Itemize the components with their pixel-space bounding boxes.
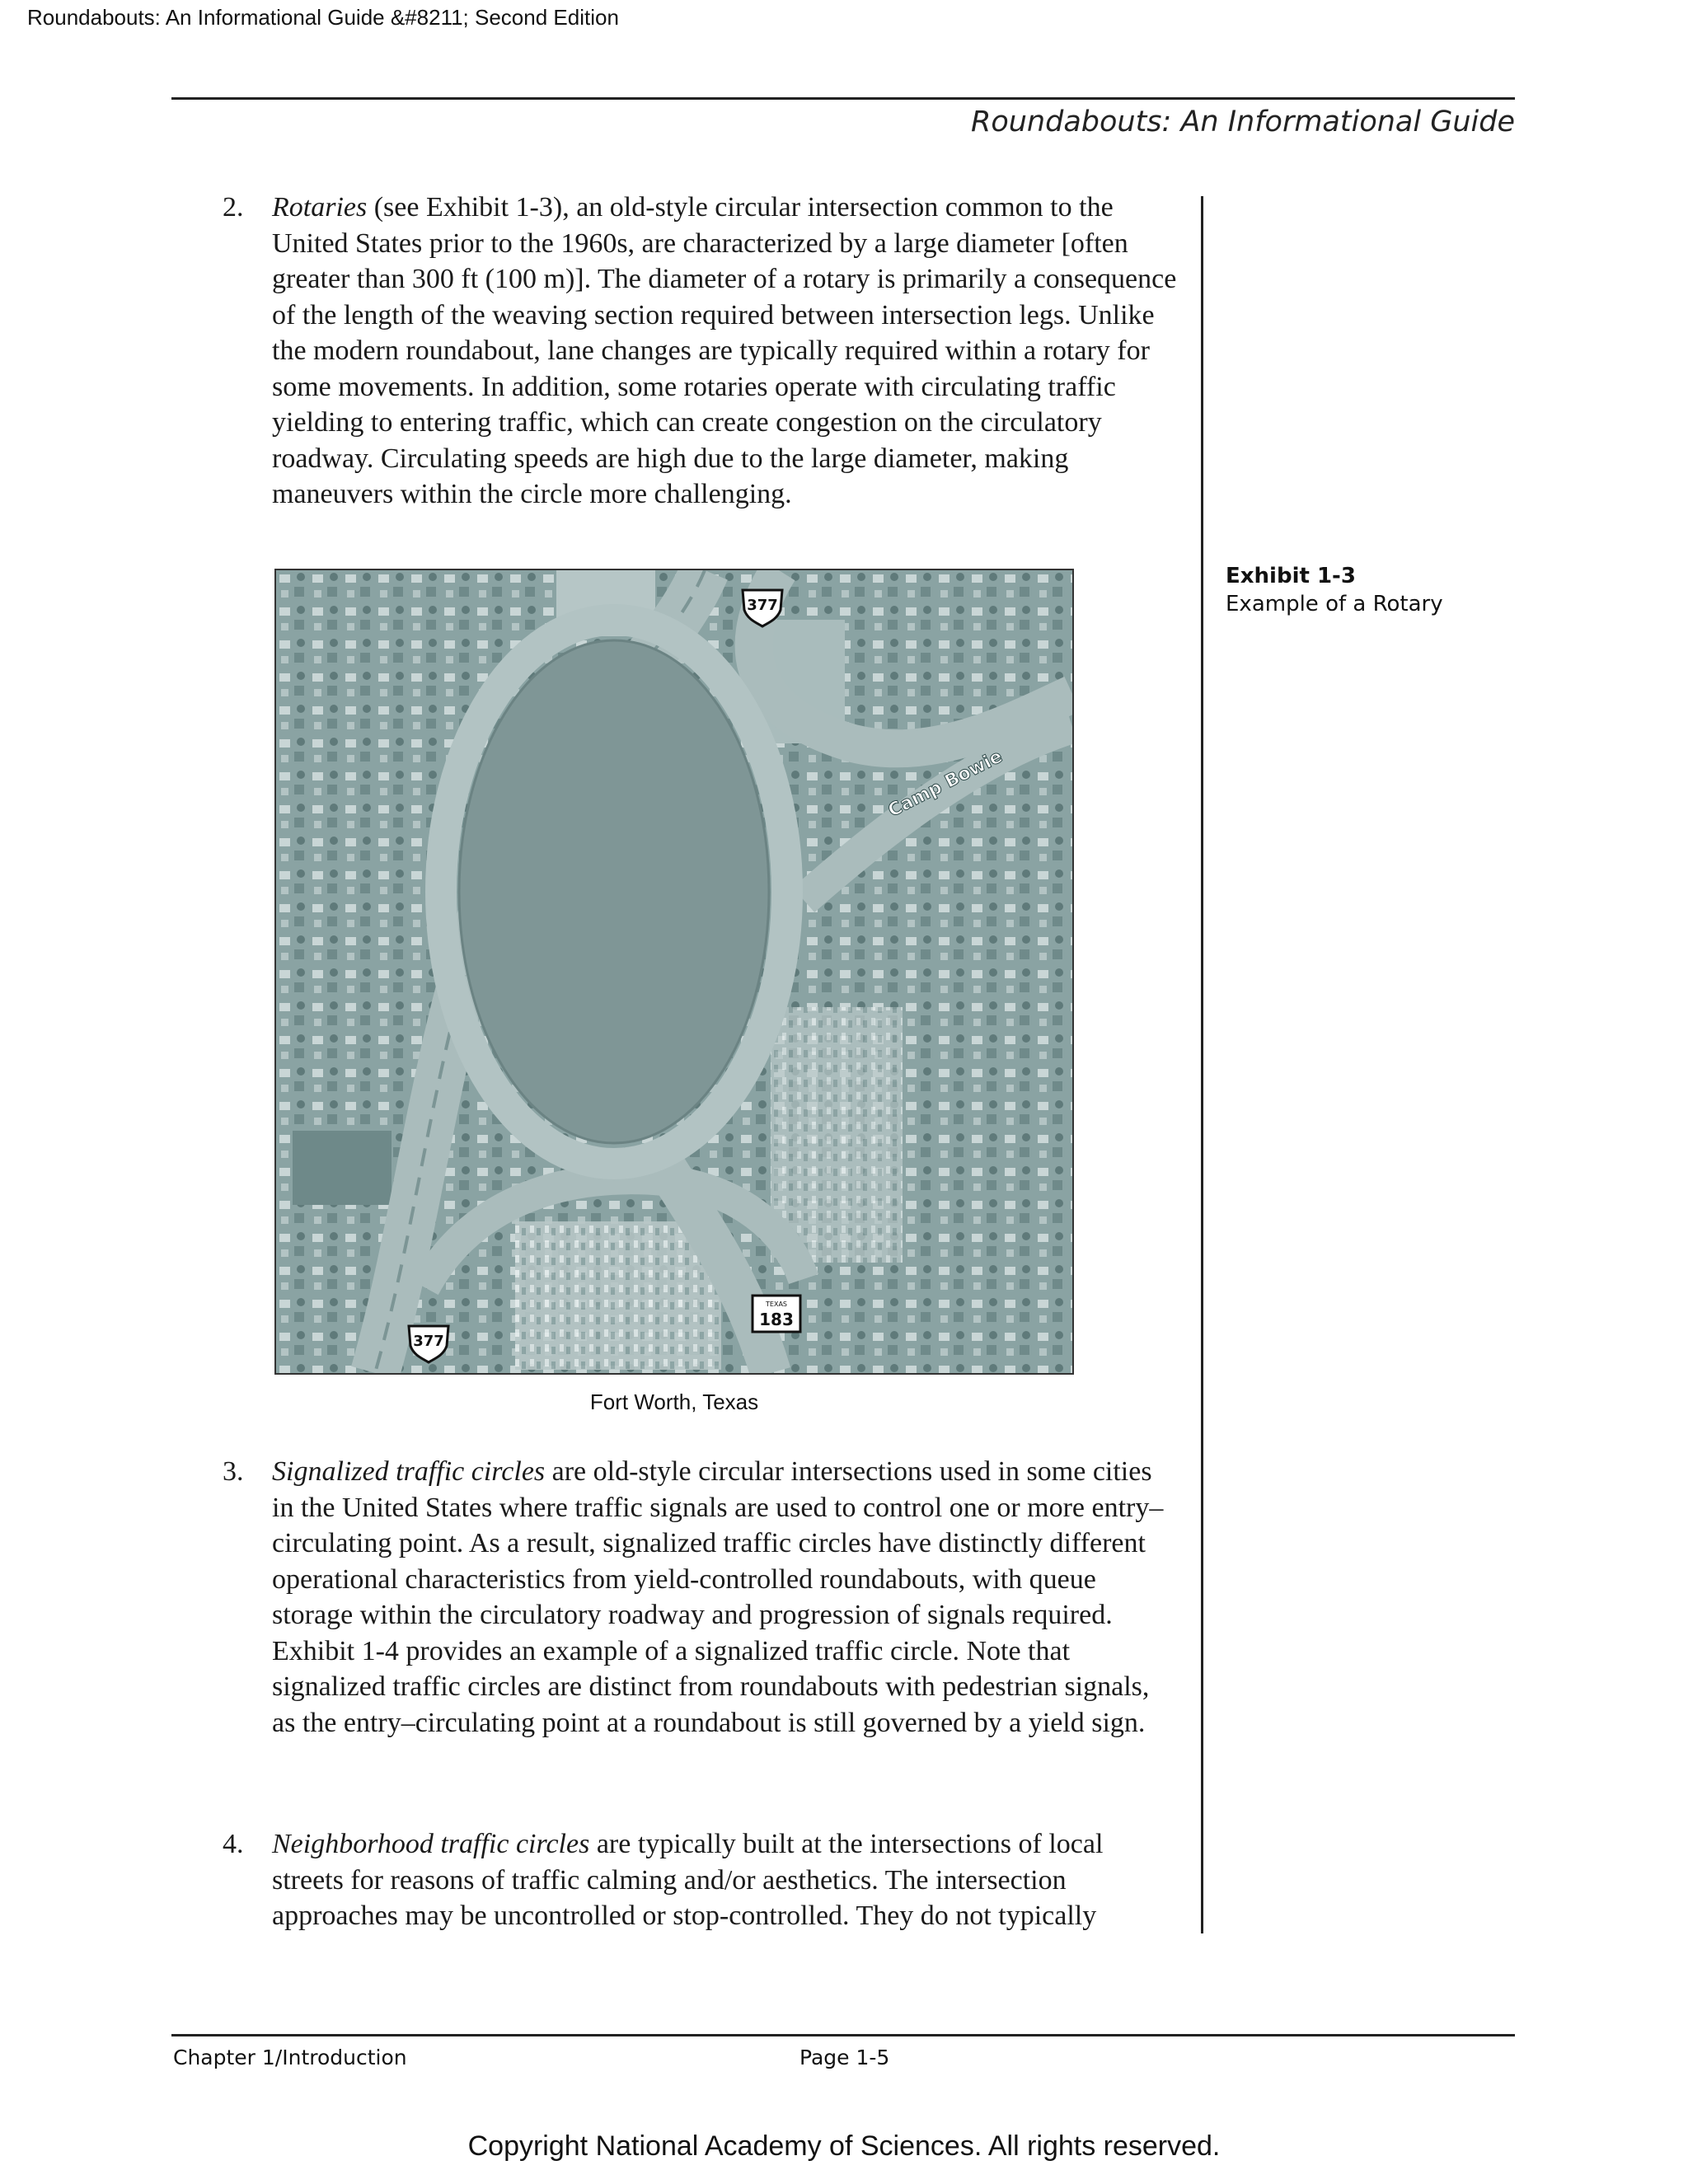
texas-183-shield	[753, 1296, 800, 1332]
list-item-neighborhood-circles	[223, 1826, 1179, 1934]
list-number: 3.	[223, 1456, 244, 1487]
list-text: are old-style circular intersections used in some cities in the United States where traffic signals are used to control one or more entry–circulating point. As a result, signalized traffic circles have distinctly different operational characteristics from yield-controlled roundabouts, with queue storage within the circulatory roadway and progression of signals required. Exhibit 1-4 provides an example of a signalized traffic circle. Note that signalized traffic circles are distinct from roundabouts with pedestrian signals, as the entry–circulating point at a roundabout is still governed by a yield sign.	[272, 1456, 1164, 1738]
list-term: Rotaries	[272, 192, 368, 223]
footer-rule	[171, 2034, 1515, 2036]
figure-caption: Fort Worth, Texas	[589, 1390, 759, 1414]
exhibit-title: Exhibit 1-3	[1226, 564, 1356, 588]
list-text: are typically built at the intersections of local streets for reasons of traffic calming and/or aesthetics. The intersection approaches may be uncontrolled or stop-controlled. They do not typically	[272, 1829, 1104, 1931]
exhibit-subtitle: Example of a Rotary	[1226, 592, 1443, 616]
list-number: 2.	[223, 192, 244, 223]
list-number: 4.	[223, 1829, 244, 1859]
rotary-aerial-photo	[274, 569, 1074, 1375]
footer-page-number: Page 1-5	[799, 2046, 890, 2069]
margin-divider	[1201, 196, 1203, 1933]
list-term: Neighborhood traffic circles	[272, 1829, 590, 1859]
header-rule	[171, 97, 1515, 100]
copyright-notice: Copyright National Academy of Sciences. All rights reserved.	[467, 2130, 1221, 2162]
running-head: Roundabouts: An Informational Guide	[971, 105, 1515, 138]
svg-text:TEXAS: TEXAS	[766, 1301, 787, 1308]
list-item-rotaries	[223, 190, 1179, 513]
document-banner: Roundabouts: An Informational Guide &#8211; Second Edition	[27, 5, 619, 30]
list-text: (see Exhibit 1-3), an old-style circular intersection common to the United States prior to the 1960s, are characterized by a large diameter [often greater than 300 ft (100 m)]. The diameter of a rotary is primarily a consequence of the length of the weaving section required between intersection legs. Unlike the modern roundabout, lane changes are typically required within a rotary for some movements. In addition, some rotaries operate with circulating traffic yielding to entering traffic, which can create congestion on the circulatory roadway. Circulating speeds are high due to the large diameter, making maneuvers within the circle more challenging.	[272, 192, 1177, 509]
camp-bowie-label: Camp Bowie	[884, 746, 1006, 822]
list-term: Signalized traffic circles	[272, 1456, 546, 1487]
svg-text:377: 377	[413, 1333, 444, 1350]
list-item-signalized-circles	[223, 1454, 1179, 1741]
footer-chapter: Chapter 1/Introduction	[173, 2046, 407, 2069]
svg-text:183: 183	[759, 1310, 794, 1329]
svg-text:377: 377	[747, 597, 778, 614]
